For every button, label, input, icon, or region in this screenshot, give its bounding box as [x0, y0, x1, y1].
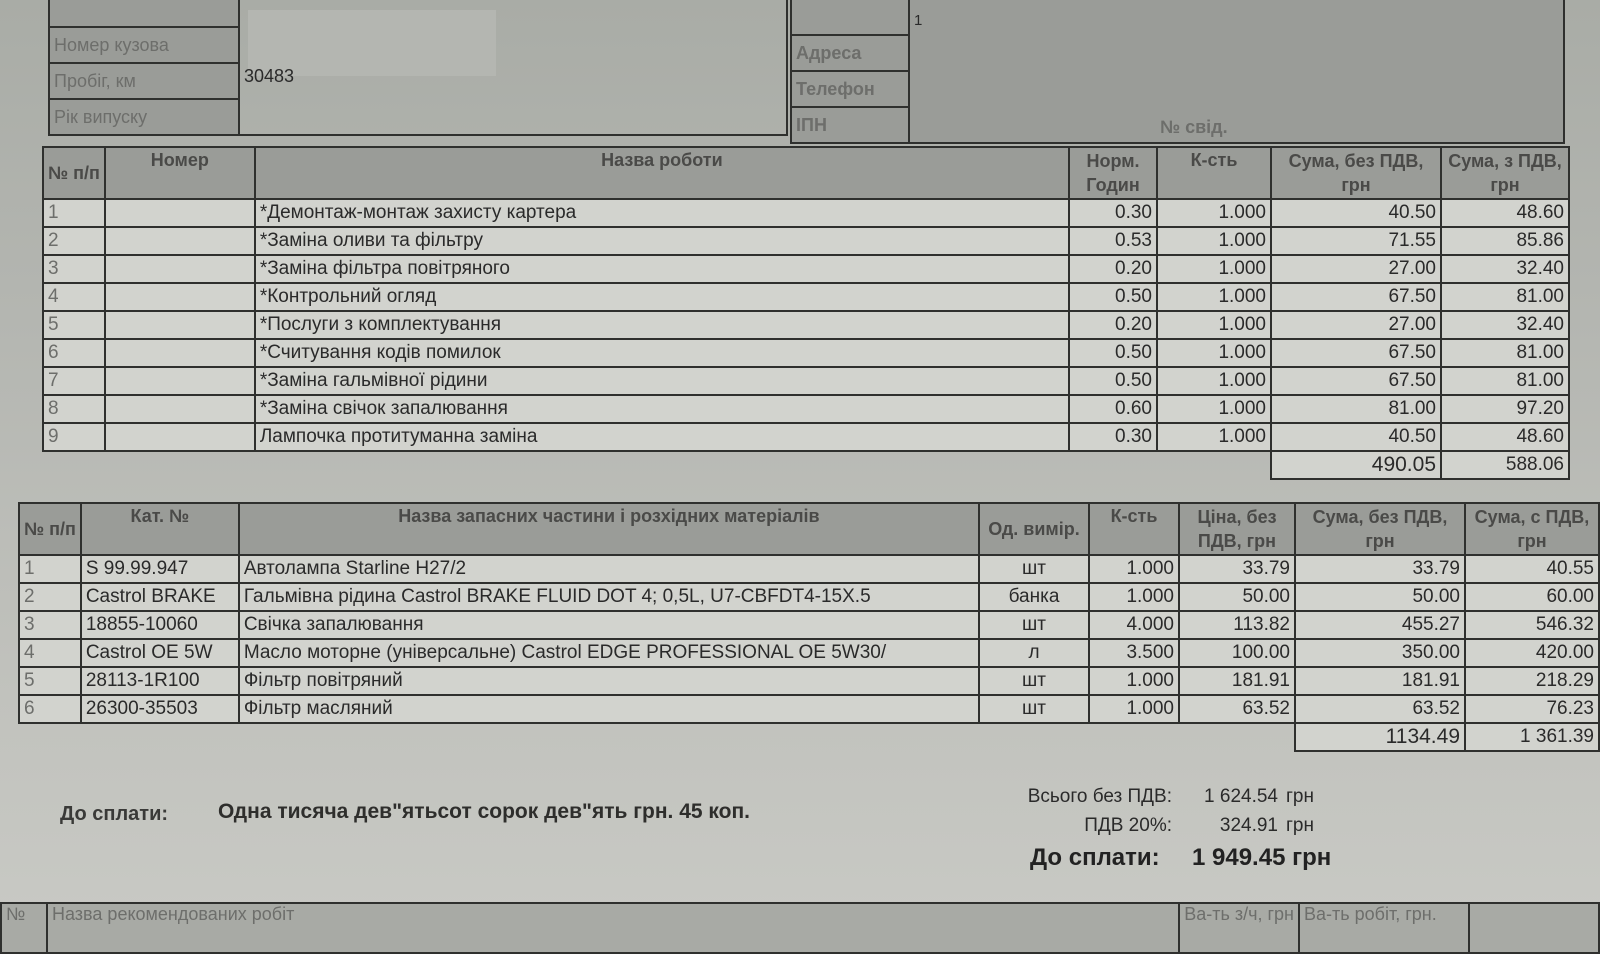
- vehicle-info-table: [48, 0, 788, 136]
- row-qty: 1.000: [1089, 667, 1179, 695]
- col-hours: Норм. Годин: [1069, 147, 1157, 199]
- row-qty: 3.500: [1089, 639, 1179, 667]
- vat-value: 324.91: [1219, 815, 1278, 836]
- row-no: 4: [19, 639, 81, 667]
- row-sum-vat: 76.23: [1465, 695, 1599, 723]
- row-code: [105, 367, 255, 395]
- row-name: *Заміна гальмівної рідини: [255, 367, 1069, 395]
- row-no: 8: [43, 395, 105, 423]
- works-body: [43, 199, 1569, 451]
- subtotal-label: Всього без ПДВ:: [1027, 786, 1172, 807]
- row-name: Автолампа Starline H27/2: [239, 555, 979, 583]
- row-sum: 67.50: [1271, 367, 1441, 395]
- row-sum: 50.00: [1295, 583, 1465, 611]
- year-label: Рік випуску: [49, 99, 239, 135]
- row-price: 50.00: [1179, 583, 1295, 611]
- row-name: Масло моторне (універсальне) Castrol EDGE PROFESSIONAL OE 5W30/: [239, 639, 979, 667]
- row-sum: 27.00: [1271, 311, 1441, 339]
- row-qty: 1.000: [1157, 283, 1271, 311]
- row-code: [105, 283, 255, 311]
- table-row: [19, 555, 1599, 583]
- row-no: 5: [43, 311, 105, 339]
- row-cat: S 99.99.947: [81, 555, 239, 583]
- row-sum-vat: 48.60: [1441, 423, 1569, 451]
- vat-currency: грн: [1286, 815, 1314, 836]
- row-sum-vat: 32.40: [1441, 255, 1569, 283]
- row-unit: шт: [979, 667, 1089, 695]
- row-hours: 0.20: [1069, 255, 1157, 283]
- row-sum-vat: 48.60: [1441, 199, 1569, 227]
- row-code: [105, 311, 255, 339]
- row-sum-vat: 81.00: [1441, 339, 1569, 367]
- row-sum-vat: 97.20: [1441, 395, 1569, 423]
- row-name: *Заміна фільтра повітряного: [255, 255, 1069, 283]
- row-qty: 1.000: [1157, 311, 1271, 339]
- row-name: *Демонтаж-монтаж захисту картера: [255, 199, 1069, 227]
- row-sum: 67.50: [1271, 339, 1441, 367]
- row-hours: 0.20: [1069, 311, 1157, 339]
- row-sum-vat: 60.00: [1465, 583, 1599, 611]
- row-qty: 1.000: [1089, 583, 1179, 611]
- row-qty: 1.000: [1157, 395, 1271, 423]
- spacer: [19, 723, 1295, 751]
- works-total-no-vat: 490.05: [1271, 451, 1441, 479]
- row-sum: 40.50: [1271, 423, 1441, 451]
- table-row: [43, 423, 1569, 451]
- row-qty: 4.000: [1089, 611, 1179, 639]
- col-qty: К-сть: [1157, 147, 1271, 199]
- row-sum: 27.00: [1271, 255, 1441, 283]
- customer-info-table: [790, 0, 1565, 144]
- vat-label: ПДВ 20%:: [1084, 815, 1172, 836]
- table-row: [43, 227, 1569, 255]
- row-price: 63.52: [1179, 695, 1295, 723]
- col-code: Номер: [105, 147, 255, 199]
- row-qty: 1.000: [1157, 227, 1271, 255]
- total-value: 1 949.45 грн: [1192, 844, 1332, 871]
- row-price: 181.91: [1179, 667, 1295, 695]
- col-price: Ціна, без ПДВ, грн: [1179, 503, 1295, 555]
- rec-parts-cost-label: Ва-ть з/ч, грн: [1179, 903, 1299, 953]
- row-no: 1: [43, 199, 105, 227]
- row-hours: 0.53: [1069, 227, 1157, 255]
- row-no: 6: [43, 339, 105, 367]
- parts-table: [18, 502, 1600, 752]
- row-no: 5: [19, 667, 81, 695]
- row-hours: 0.30: [1069, 199, 1157, 227]
- empty-cell: [49, 0, 239, 27]
- row-cat: Castrol BRAKE: [81, 583, 239, 611]
- row-sum: 350.00: [1295, 639, 1465, 667]
- row-cat: 18855-10060: [81, 611, 239, 639]
- mileage-label: Пробіг, км: [49, 63, 239, 99]
- table-row: [43, 199, 1569, 227]
- recommendations-table: [0, 902, 1600, 954]
- row-cat: 26300-35503: [81, 695, 239, 723]
- col-qty: К-сть: [1089, 503, 1179, 555]
- row-name: *Считування кодів помилок: [255, 339, 1069, 367]
- row-hours: 0.50: [1069, 283, 1157, 311]
- row-no: 4: [43, 283, 105, 311]
- customer-values: [909, 0, 1564, 143]
- row-sum: 71.55: [1271, 227, 1441, 255]
- row-unit: шт: [979, 695, 1089, 723]
- table-row: [43, 367, 1569, 395]
- row-code: [105, 227, 255, 255]
- subtotal-value: 1 624.54: [1204, 786, 1278, 807]
- payment-words-value: Одна тисяча дев"ятьсот сорок дев"ять грн. 45 коп.: [218, 800, 750, 823]
- col-sum-vat: Сума, з ПДВ, грн: [1441, 147, 1569, 199]
- row-name: Свічка запалювання: [239, 611, 979, 639]
- row-code: [105, 199, 255, 227]
- table-row: [43, 339, 1569, 367]
- row-code: [105, 339, 255, 367]
- row-code: [105, 255, 255, 283]
- table-row: [19, 667, 1599, 695]
- phone-label: Телефон: [791, 71, 909, 107]
- row-unit: шт: [979, 555, 1089, 583]
- vehicle-values: [239, 0, 787, 135]
- works-total-vat: 588.06: [1441, 451, 1569, 479]
- total-label: До сплати:: [1030, 844, 1160, 871]
- spacer: [43, 451, 1271, 479]
- row-cat: 28113-1R100: [81, 667, 239, 695]
- row-sum-vat: 81.00: [1441, 367, 1569, 395]
- row-no: 2: [19, 583, 81, 611]
- payment-words-label: До сплати:: [60, 803, 169, 825]
- col-cat: Кат. №: [81, 503, 239, 555]
- certificate-label: № свід.: [1160, 117, 1228, 137]
- row-unit: шт: [979, 611, 1089, 639]
- row-qty: 1.000: [1089, 695, 1179, 723]
- works-table: [42, 146, 1570, 480]
- rec-works-cost-label: Ва-ть робіт, грн.: [1299, 903, 1469, 953]
- row-price: 100.00: [1179, 639, 1295, 667]
- row-no: 9: [43, 423, 105, 451]
- col-unit: Од. вимір.: [979, 503, 1089, 555]
- row-sum: 63.52: [1295, 695, 1465, 723]
- row-no: 2: [43, 227, 105, 255]
- row-code: [105, 423, 255, 451]
- row-sum-vat: 546.32: [1465, 611, 1599, 639]
- body-number-label: Номер кузова: [49, 27, 239, 63]
- table-row: [43, 283, 1569, 311]
- field-mark: 1: [914, 12, 923, 29]
- row-hours: 0.30: [1069, 423, 1157, 451]
- row-sum-vat: 85.86: [1441, 227, 1569, 255]
- col-sum-no-vat: Сума, без ПДВ, грн: [1271, 147, 1441, 199]
- row-qty: 1.000: [1089, 555, 1179, 583]
- row-no: 3: [43, 255, 105, 283]
- rec-name-label: Назва рекомендованих робіт: [47, 903, 1179, 953]
- row-qty: 1.000: [1157, 339, 1271, 367]
- rec-no-label: №: [1, 903, 47, 953]
- row-hours: 0.60: [1069, 395, 1157, 423]
- row-no: 1: [19, 555, 81, 583]
- table-row: [43, 255, 1569, 283]
- row-sum-vat: 420.00: [1465, 639, 1599, 667]
- row-name: *Заміна оливи та фільтру: [255, 227, 1069, 255]
- col-no: № п/п: [19, 503, 81, 555]
- table-row: [19, 639, 1599, 667]
- mileage-value: 30483: [244, 66, 295, 86]
- row-name: Гальмівна рідина Castrol BRAKE FLUID DOT 4; 0,5L, U7-CBFDT4-15X.5: [239, 583, 979, 611]
- row-sum: 67.50: [1271, 283, 1441, 311]
- row-sum-vat: 81.00: [1441, 283, 1569, 311]
- row-sum: 181.91: [1295, 667, 1465, 695]
- row-qty: 1.000: [1157, 199, 1271, 227]
- row-hours: 0.50: [1069, 339, 1157, 367]
- table-row: [19, 611, 1599, 639]
- row-hours: 0.50: [1069, 367, 1157, 395]
- table-row: [19, 695, 1599, 723]
- table-row: [43, 395, 1569, 423]
- parts-total-no-vat: 1134.49: [1295, 723, 1465, 751]
- row-sum-vat: 218.29: [1465, 667, 1599, 695]
- row-sum-vat: 40.55: [1465, 555, 1599, 583]
- col-sum-vat: Сума, с ПДВ, грн: [1465, 503, 1599, 555]
- row-qty: 1.000: [1157, 367, 1271, 395]
- parts-total-vat: 1 361.39: [1465, 723, 1599, 751]
- row-sum: 40.50: [1271, 199, 1441, 227]
- row-cat: Castrol OE 5W: [81, 639, 239, 667]
- table-row: [43, 311, 1569, 339]
- subtotal-currency: грн: [1286, 786, 1314, 807]
- row-no: 7: [43, 367, 105, 395]
- parts-body: [19, 555, 1599, 723]
- row-price: 113.82: [1179, 611, 1295, 639]
- row-name: *Контрольний огляд: [255, 283, 1069, 311]
- row-no: 3: [19, 611, 81, 639]
- row-unit: л: [979, 639, 1089, 667]
- row-sum: 33.79: [1295, 555, 1465, 583]
- col-name: Назва роботи: [255, 147, 1069, 199]
- col-sum-no-vat: Сума, без ПДВ, грн: [1295, 503, 1465, 555]
- row-sum: 81.00: [1271, 395, 1441, 423]
- row-name: Фільтр масляний: [239, 695, 979, 723]
- row-name: *Послуги з комплектування: [255, 311, 1069, 339]
- row-qty: 1.000: [1157, 423, 1271, 451]
- col-no: № п/п: [43, 147, 105, 199]
- row-sum-vat: 32.40: [1441, 311, 1569, 339]
- row-name: *Заміна свічок запалювання: [255, 395, 1069, 423]
- table-row: [19, 583, 1599, 611]
- row-code: [105, 395, 255, 423]
- empty-cell: [791, 0, 909, 35]
- row-qty: 1.000: [1157, 255, 1271, 283]
- address-label: Адреса: [791, 35, 909, 71]
- col-name: Назва запасних частини і розхідних матеріалів: [239, 503, 979, 555]
- row-price: 33.79: [1179, 555, 1295, 583]
- row-sum: 455.27: [1295, 611, 1465, 639]
- ipn-label: ІПН: [791, 107, 909, 143]
- empty-cell: [1469, 903, 1599, 953]
- row-unit: банка: [979, 583, 1089, 611]
- row-name: Фільтр повітряний: [239, 667, 979, 695]
- row-no: 6: [19, 695, 81, 723]
- row-name: Лампочка протитуманна заміна: [255, 423, 1069, 451]
